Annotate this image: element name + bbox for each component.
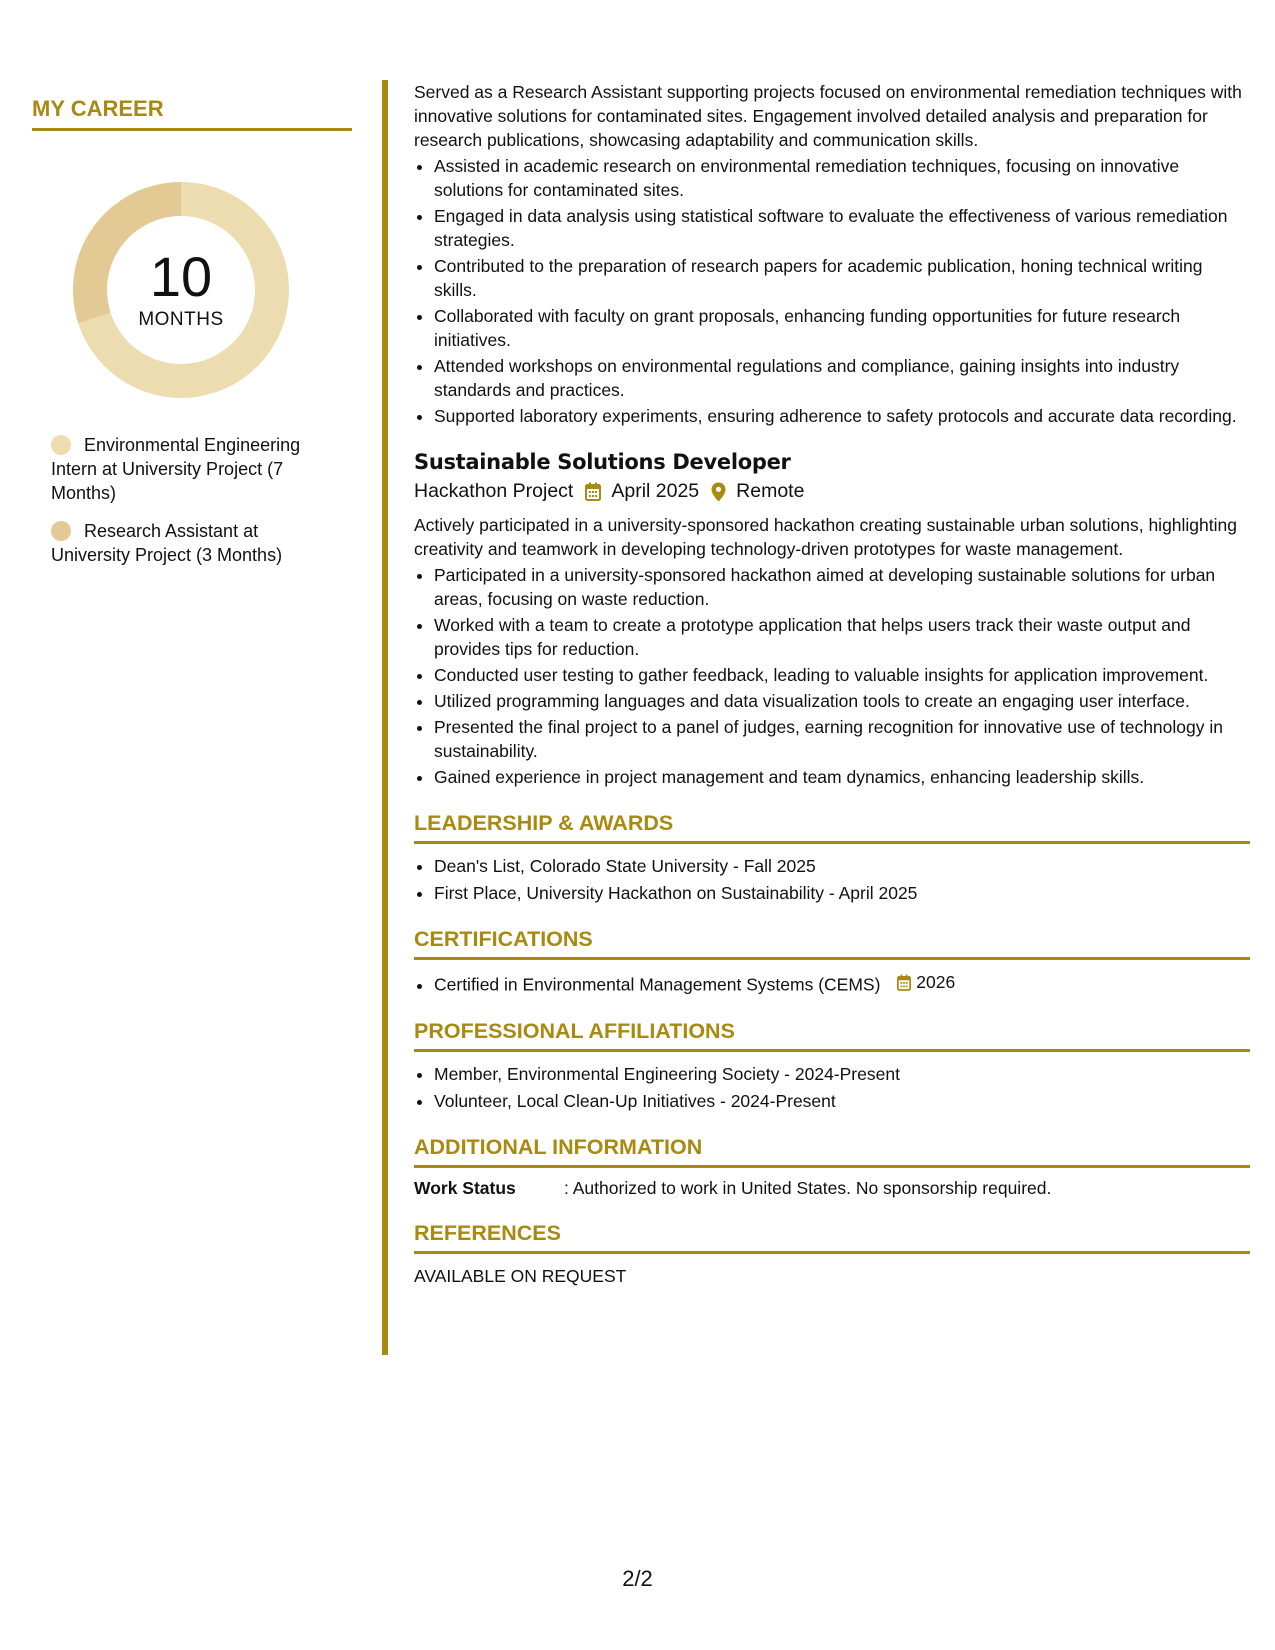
legend-dot: [51, 435, 71, 455]
job-bullets: [414, 563, 1250, 789]
calendar-icon: [585, 482, 601, 501]
page-number: 2/2: [622, 1566, 653, 1591]
legend-item: [51, 519, 341, 567]
donut-legend: [32, 433, 341, 567]
legend-label: Research Assistant at University Project (3 Months): [51, 521, 283, 565]
list-item: • Engaged in data analysis using statistical software to evaluate the effectiveness of various remediation strategies.: [434, 204, 1250, 252]
list-item: • Conducted user testing to gather feedback, leading to valuable insights for application improvement.: [434, 663, 1250, 687]
job-title: Sustainable Solutions Developer: [414, 450, 791, 474]
legend-dot: [51, 521, 71, 541]
job-meta: [414, 480, 1250, 503]
references-title: REFERENCES: [414, 1221, 1250, 1254]
career-donut-chart: [66, 175, 296, 405]
affiliations-title: PROFESSIONAL AFFILIATIONS: [414, 1019, 1250, 1052]
career-sidebar: [32, 96, 352, 581]
legend-label: Environmental Engineering Intern at University Project (7 Months): [51, 435, 301, 503]
leadership-title: LEADERSHIP & AWARDS: [414, 811, 1250, 844]
leadership-list: [414, 854, 1250, 905]
work-status-value: : Authorized to work in United States. No sponsorship required.: [564, 1177, 1052, 1198]
list-item: • Contributed to the preparation of research papers for academic publication, honing technical writing skills.: [434, 254, 1250, 302]
list-item: • Assisted in academic research on environmental remediation techniques, focusing on innovative solutions for contaminated sites.: [434, 154, 1250, 202]
legend-item: [51, 433, 341, 505]
work-status-key: Work Status: [414, 1177, 516, 1198]
list-item: • Dean's List, Colorado State University - Fall 2025: [434, 854, 1250, 878]
list-item: • Utilized programming languages and data visualization tools to create an engaging user interface.: [434, 689, 1250, 713]
certifications-title: CERTIFICATIONS: [414, 927, 1250, 960]
list-item: • Worked with a team to create a prototype application that helps users track their waste output and provides tips for reduction.: [434, 613, 1250, 661]
certifications-list: [414, 970, 1250, 997]
list-item: • Gained experience in project management and team dynamics, enhancing leadership skills.: [434, 765, 1250, 789]
additional-info-title: ADDITIONAL INFORMATION: [414, 1135, 1250, 1168]
list-item: [434, 970, 1250, 997]
cert-date-wrap: [897, 970, 955, 994]
list-item: • Presented the final project to a panel of judges, earning recognition for innovative use of technology in sustainability.: [434, 715, 1250, 763]
donut-center: [66, 175, 296, 405]
experience-bullets: [414, 154, 1250, 428]
list-item: • Participated in a university-sponsored hackathon aimed at developing sustainable solutions for urban areas, focusing on waste reduction.: [434, 563, 1250, 611]
list-item: • First Place, University Hackathon on Sustainability - April 2025: [434, 881, 1250, 905]
job-summary: Actively participated in a university-sponsored hackathon creating sustainable urban solutions, highlighting creativity and teamwork in developing technology-driven prototypes for waste management.: [414, 515, 1237, 559]
donut-total-value: 10: [149, 245, 213, 308]
job-company: Hackathon Project: [414, 480, 574, 502]
career-title: MY CAREER: [32, 96, 352, 131]
list-item: • Supported laboratory experiments, ensuring adherence to safety protocols and accurate data recording.: [434, 404, 1250, 428]
list-item: • Member, Environmental Engineering Society - 2024-Present: [434, 1062, 1250, 1086]
job-location: Remote: [736, 480, 805, 502]
location-pin-icon: [711, 482, 726, 502]
calendar-icon: [897, 974, 911, 991]
cert-date: 2026: [916, 972, 956, 992]
work-status-row: [414, 1178, 1250, 1199]
donut-total-unit: MONTHS: [138, 309, 224, 330]
references-text: AVAILABLE ON REQUEST: [414, 1265, 627, 1286]
list-item: • Attended workshops on environmental regulations and compliance, gaining insights into industry standards and practices.: [434, 354, 1250, 402]
list-item: • Collaborated with faculty on grant proposals, enhancing funding opportunities for future research initiatives.: [434, 304, 1250, 352]
column-divider: [382, 80, 388, 1355]
cert-name: Certified in Environmental Management Systems (CEMS): [434, 974, 881, 995]
main-content: [414, 80, 1250, 1287]
affiliations-list: [414, 1062, 1250, 1113]
job-date: April 2025: [611, 480, 700, 502]
list-item: • Volunteer, Local Clean-Up Initiatives - 2024-Present: [434, 1089, 1250, 1113]
experience-summary: Served as a Research Assistant supporting projects focused on environmental remediation techniques with innovative solutions for contaminated sites. Engagement involved detailed analysis and preparation for research publications, showcasing adaptability and communication skills.: [414, 82, 1242, 150]
